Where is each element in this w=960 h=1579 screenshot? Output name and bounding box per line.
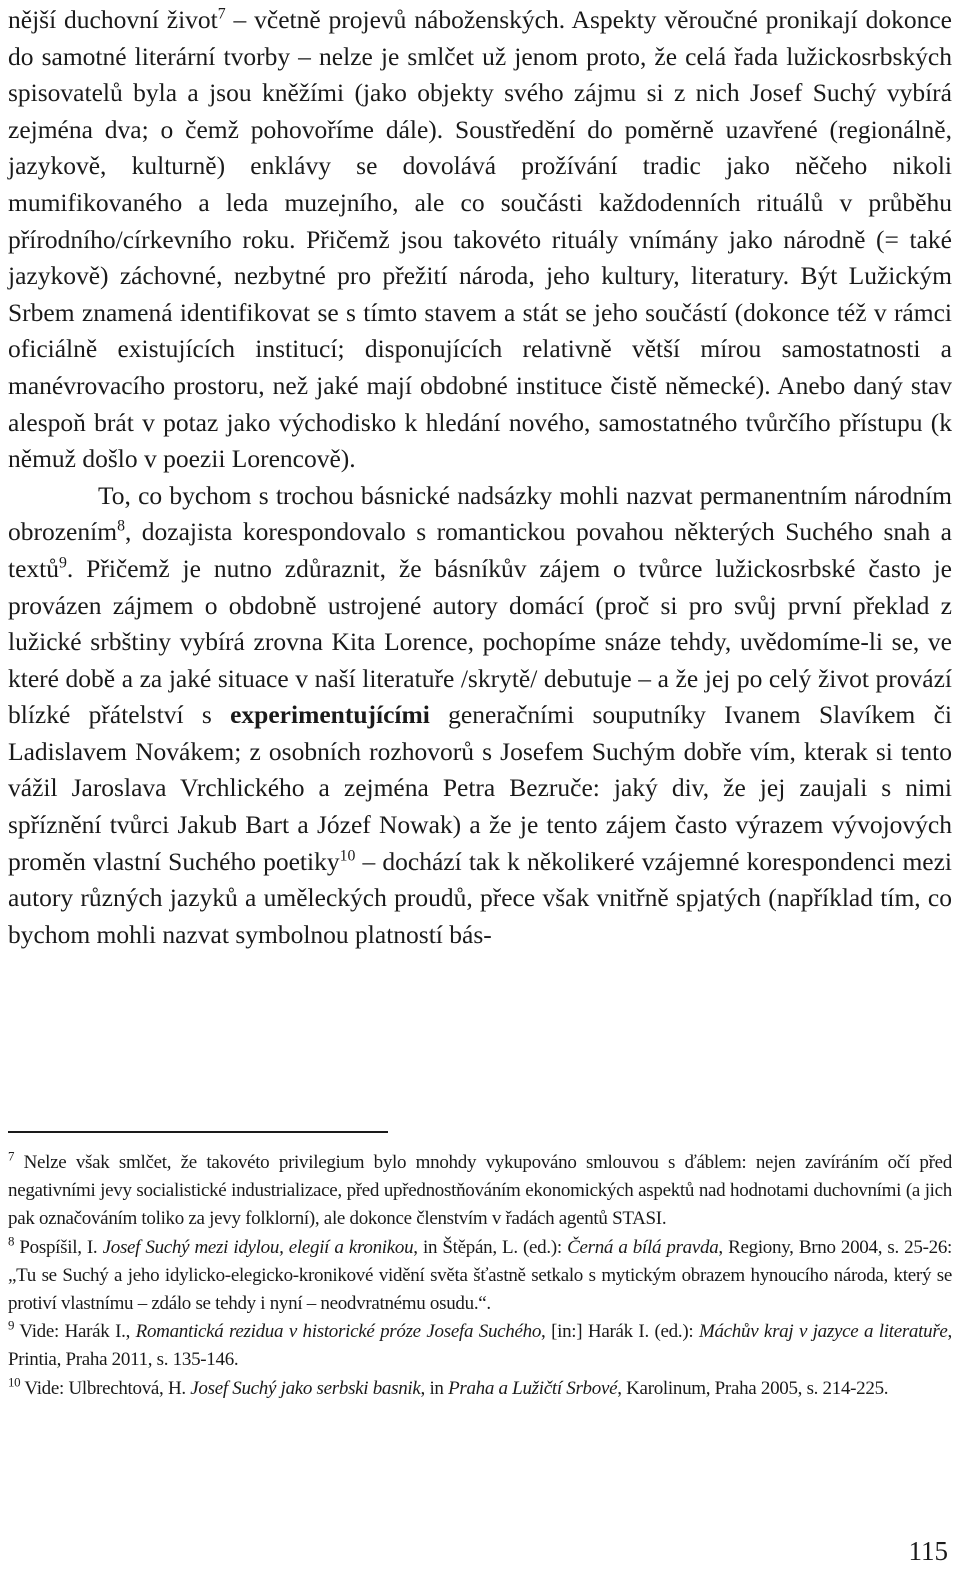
footnote-9-text-c: , Printia, Praha 2011, s. 135-146.: [8, 1321, 952, 1371]
footnote-10-text-b: , in: [420, 1377, 449, 1399]
footnote-10-text-c: , Karolinum, Praha 2005, s. 214-225.: [617, 1377, 889, 1399]
footnote-9-number: 9: [8, 1317, 15, 1333]
footnote-9-text-b: , [in:] Harák I. (ed.):: [541, 1321, 699, 1343]
footnote-8-title-2: Černá a bílá pravda: [567, 1236, 719, 1258]
paragraph-1-text-a: nější duchovní život: [8, 5, 218, 34]
footnote-ref-8: 8: [117, 517, 125, 535]
footnote-ref-10: 10: [339, 847, 356, 865]
paragraph-2: [8, 478, 952, 954]
footnote-7: [8, 1149, 952, 1234]
paragraph-2-text-a: To, co bychom s trochou básnické nadsázky mohli nazvat permanentním národním obrozením: [8, 480, 952, 547]
footnote-9-title-1: Romantická rezidua v historické próze Josefa Suchého: [135, 1321, 542, 1343]
footnotes: [8, 1149, 952, 1403]
footnote-ref-7: 7: [217, 5, 226, 23]
footnote-8-title-1: Josef Suchý mezi idylou, elegií a kronikou: [102, 1236, 414, 1258]
footnote-8-number: 8: [8, 1233, 15, 1249]
paragraph-1: [8, 2, 952, 478]
footnote-9-title-2: Máchův kraj v jazyce a literatuře: [698, 1321, 948, 1343]
footnote-separator: [8, 1131, 388, 1133]
footnote-10-text-a: Vide: Ulbrechtová, H.: [20, 1377, 191, 1399]
footnote-8: [8, 1234, 952, 1319]
paragraph-2-text-c: . Přičemž je nutno zdůraznit, že básníkův zájem o tvůrce lužickosrbské často je provázen zájmem o obdobně ustrojené autory domácí (proč si pro svůj první překlad z lužické srbštiny vybírá zrovna Kita Lorence, pochopíme snáze tehdy, uvědomíme-li se, ve které době a za jaké situace v naší literatuře /skrytě/ debutuje – a že jej po celý život provází blízké přátelství s: [8, 553, 952, 730]
footnote-7-number: 7: [8, 1148, 15, 1164]
paragraph-1-text-b: – včetně projevů náboženských. Aspekty věroučné pronikají dokonce do samotné literární tvorby – nelze je smlčet už jenom proto, že celá řada lužickosrbských spisovatelů byla a jsou kněžími (jako objekty svého zájmu si z nich Josef Suchý vybírá zejména dva; o čemž pohovoříme dále). Soustředění do poměrně uzavřené (regionálně, jazykově, kulturně) enklávy se dovolává prožívání tradic jako něčeho nikoli mumifikovaného a leda muzejního, ale co součásti každodenních rituálů v průběhu přírodního/církevního roku. Přičemž jsou takovéto rituály vnímány jako národně (= také jazykově) záchovné, nezbytné pro přežití národa, jeho kultury, literatury. Být Lužickým Srbem znamená identifikovat se s tímto stavem a stát se jeho součástí (dokonce též v rámci oficiálně existujících institucí; disponujících relativně větší mírou samostatnosti a manévrovacího prostoru, než jaké mají obdobné instituce čistě německé). Anebo daný stav alespoň brát v potaz jako východisko k hledání nového, samostatného tvůrčího přístupu (k němuž došlo v poezii Lorencově).: [8, 5, 952, 474]
footnote-10-number: 10: [8, 1374, 21, 1390]
paragraph-2-text-d: generačními souputníky Ivanem Slavíkem či Ladislavem Novákem; z osobních rozhovorů s Josefem Suchým dobře vím, kterak si tento vážil Jaroslava Vrchlického a zejména Petra Bezruče: jaký div, že jej zaujali s nimi spříznění tvůrci Jakub Bart a Józef Nowak) a že je tento zájem často výrazem vývojových proměn vlastní Suchého poetiky: [8, 700, 952, 876]
footnote-8-text-b: , in Štěpán, L. (ed.):: [413, 1236, 568, 1258]
footnote-8-text-a: Pospíšil, I.: [14, 1236, 103, 1258]
footnote-ref-9: 9: [59, 554, 67, 572]
bold-emphasis: experimentujícími: [230, 700, 430, 730]
main-text: [8, 2, 952, 953]
page-number: 115: [908, 1536, 948, 1566]
paragraph-2-text-e: – dochází tak k několikeré vzájemné korespondenci mezi autory různých jazyků a uměleckých proudů, přece však vnitřně spjatých (například tím, co bychom mohli nazvat symbolnou platností bás-: [8, 846, 952, 949]
footnote-9-text-a: Vide: Harák I.,: [14, 1321, 136, 1343]
footnote-8-text-c: , Regiony, Brno 2004, s. 25-26: „Tu se Suchý a jeho idylicko-elegicko-kronikové vidění světa šťastně setkalo s mytickým obrazem hynoucího národa, který se protiví vlastnímu – zdálo se tehdy i nyní – neodvratnému osudu.“.: [8, 1236, 952, 1315]
footnote-10: [8, 1375, 952, 1403]
footnote-7-text: Nelze však smlčet, že takovéto privilegium bylo mnohdy vykupováno smlouvou s ďáblem: nejen zavíráním očí před negativními jevy socialistické industrializace, před upřednostňováním ekonomických aspektů nad hodnotami duchovními (a jich pak označováním toliko za jevy folklorní), ale dokonce členstvím v řadách agentů STASI.: [8, 1152, 952, 1230]
footnote-10-title-1: Josef Suchý jako serbski basnik: [190, 1377, 421, 1399]
footnote-9: [8, 1318, 952, 1374]
footnote-10-title-2: Praha a Lužičtí Srbové: [448, 1377, 618, 1399]
paragraph-2-text-b: , dozajista korespondovalo s romantickou povahou některých Suchého snah a textů: [8, 517, 952, 583]
